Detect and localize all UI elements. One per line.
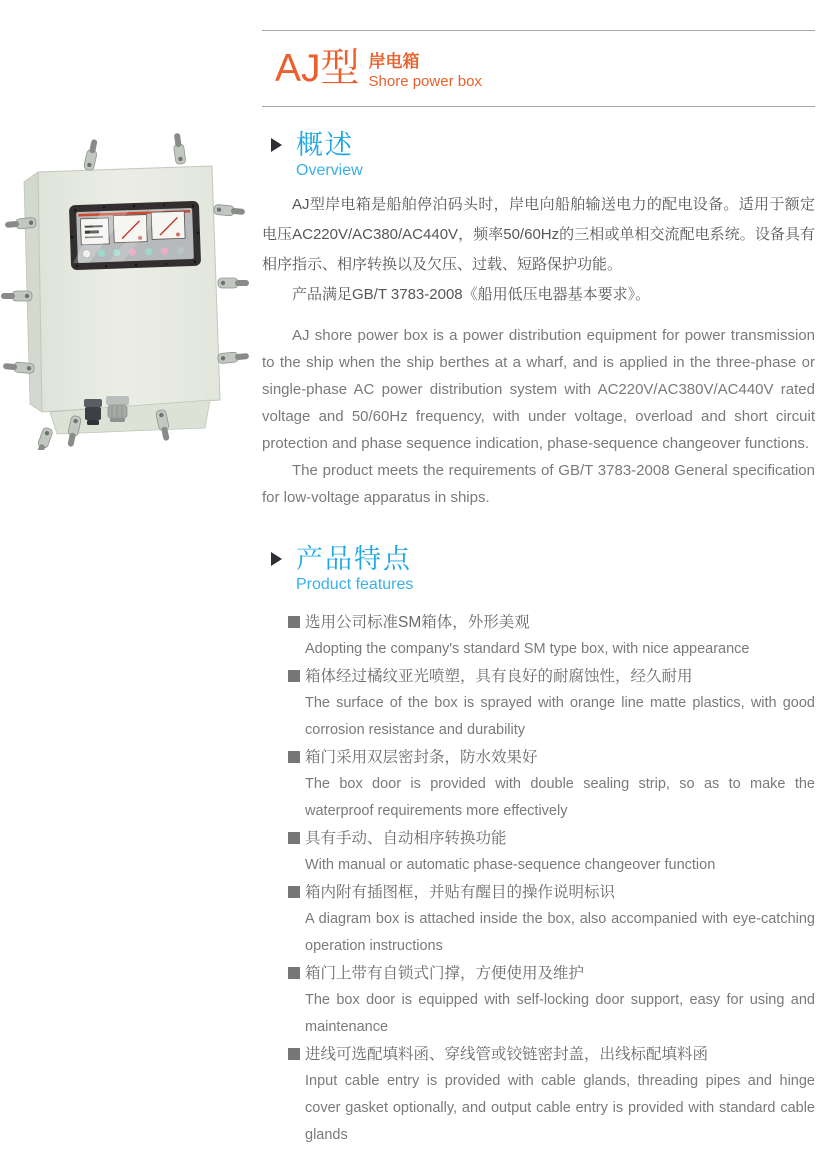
feature-text-en: The box door is equipped with self-locking door support, easy for using and maintenance [305,992,815,1035]
features-section [262,544,815,1149]
feature-text-cn: 具有手动、自动相序转换功能 [305,830,507,847]
feature-item [288,960,815,1041]
feature-text-cn: 箱内附有插图框，并贴有醒目的操作说明标识 [305,884,616,901]
overview-chinese-paragraphs [262,190,815,310]
feature-text-en: Adopting the company's standard SM type box, with nice appearance [305,641,750,657]
section-triangle-icon [271,138,282,152]
feature-text-en: With manual or automatic phase-sequence changeover function [305,857,716,873]
overview-title-en: Overview [296,162,363,179]
overview-heading-text [296,130,363,181]
square-bullet-icon [288,832,300,844]
overview-english-paragraphs [262,322,815,511]
overview-section [262,130,815,511]
feature-text-cn: 进线可选配填料函、穿线管或铰链密封盖，出线标配填料函 [305,1046,709,1063]
feature-text-en: The surface of the box is sprayed with orange line matte plastics, with good corrosion resistance and durability [305,695,815,738]
product-subtitle [369,52,482,91]
features-heading-text [296,544,413,595]
feature-line-cn [288,960,815,987]
features-title-en: Product features [296,576,414,593]
header-divider-bottom [262,106,815,107]
feature-line-cn [288,825,815,852]
features-title-cn: 产品特点 [296,544,412,574]
feature-item [288,663,815,744]
features-heading [262,544,815,595]
square-bullet-icon [288,751,300,763]
feature-item [288,879,815,960]
feature-text-en: The box door is provided with double sealing strip, so as to make the waterproof requirements more effectively [305,776,815,819]
feature-text-en: Input cable entry is provided with cable glands, threading pipes and hinge cover gasket optionally, and output cable entry is provided with standard cable glands [305,1073,815,1143]
feature-line-cn [288,744,815,771]
shore-power-box-image [0,128,262,450]
square-bullet-icon [288,886,300,898]
feature-line-cn [288,879,815,906]
product-subtitle-en: Shore power box [368,73,482,90]
feature-item [288,744,815,825]
feature-text-en: A diagram box is attached inside the box, also accompanied with eye-catching operation instructions [305,911,815,954]
feature-text-cn: 箱门采用双层密封条，防水效果好 [305,749,538,766]
square-bullet-icon [288,670,300,682]
feature-text-cn: 选用公司标准SM箱体，外形美观 [305,614,530,631]
feature-item [288,1041,815,1149]
overview-paragraph-en: The product meets the requirements of GB/T 3783-2008 General specification for low-voltage apparatus in ships. [262,462,815,506]
square-bullet-icon [288,967,300,979]
square-bullet-icon [288,616,300,628]
overview-paragraph-cn: AJ型岸电箱是船舶停泊码头时，岸电向船舶输送电力的配电设备。适用于额定电压AC220V/AC380/AC440V，频率50/60Hz的三相或单相交流配电系统。设备具有相序指示、相序转换以及欠压、过载、短路保护功能。 [262,196,815,273]
square-bullet-icon [288,1048,300,1060]
section-triangle-icon [271,552,282,566]
feature-text-cn: 箱门上带有自锁式门撑，方便使用及维护 [305,965,585,982]
feature-line-cn [288,609,815,636]
overview-title-cn: 概述 [296,130,354,160]
product-subtitle-cn: 岸电箱 [368,52,420,71]
feature-text-cn: 箱体经过橘纹亚光喷塑，具有良好的耐腐蚀性，经久耐用 [305,668,693,685]
feature-item [288,609,815,663]
product-photo [0,128,262,450]
overview-paragraph-en: AJ shore power box is a power distribution equipment for power transmission to the ship when the ship berthes at a wharf, and is applied in the three-phase or single-phase AC power distribution system with AC220V/AC380V/AC440V rated voltage and 50/60Hz frequency, with under voltage, overload and short circuit protection and phase sequence indication, phase-sequence changeover functions. [262,327,815,452]
product-header [262,31,815,106]
overview-heading [262,130,815,181]
feature-list [288,609,815,1149]
feature-line-cn [288,1041,815,1068]
feature-line-cn [288,663,815,690]
feature-item [288,825,815,879]
product-model-title: AJ型 [275,47,360,90]
overview-paragraph-cn: 产品满足GB/T 3783-2008《船用低压电器基本要求》。 [292,286,651,303]
content-column [262,0,815,1149]
